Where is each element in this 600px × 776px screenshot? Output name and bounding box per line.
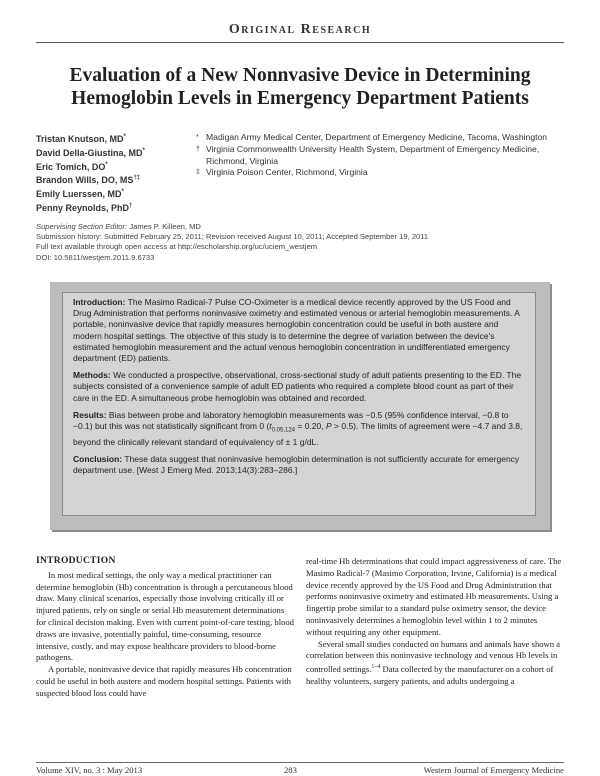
author: Emily Luerssen, MD* (36, 189, 124, 200)
footer-journal: Western Journal of Emergency Medicine (423, 765, 564, 775)
affiliation: ‡ Virginia Poison Center, Richmond, Virginia (196, 167, 368, 178)
header-rule (36, 42, 564, 43)
abstract (62, 292, 536, 516)
affiliation: * Madigan Army Medical Center, Department of Emergency Medicine, Tacoma, Washington (196, 132, 548, 142)
body-paragraph: real-time Hb determinations that could impact aggressiveness of care. The Masimo Radical-7 (Masimo Corporation, Irvine, California) is a medical device recently approved by the US Food and Drug Administration that performs noninvasive oximetry and estimated Hb measurements. Using a fingertip probe similar to a standard pulse oximetry sensor, the device noninvasively determines a hemoglobin level within 1 to 2 minutes without requiring any other equipment. (306, 556, 562, 637)
body-paragraph: In most medical settings, the only way a medical practitioner can determine hemoglobin (Hb) concentration is through a percutaneous blood draw. Many clinical scenarios, especially those involving critically ill or injured patients, rely on single or serial Hb measurement determinations for clinical decision making. Even with current point-of-care testing, blood draws are invasive, potentially painful, time-consuming, resource intensive, costly, and may expose healthcare providers to blood-borne pathogens. (36, 569, 294, 663)
abstract-results: Results: Bias between probe and laboratory hemoglobin measurements was −0.5 (95% confidence interval, −0.8 to −0.1) but this was not statistically significant from 0 ($t_{0.05,124} = 0.20$, P > 0.5). The limits of agreement were −4.7 and 3.8, beyond the clinically relevant standard of equivalency of ± 1 g/dL. (73, 409, 523, 447)
submission-history: Submission history: Submitted February 25, 2011; Revision received August 10, 2011; Accepted September 19, 2011 (36, 232, 429, 242)
author: Brandon Wills, DO, MS†‡ (36, 175, 141, 186)
affiliation-list (196, 132, 568, 179)
abstract-methods: Methods: We conducted a prospective, observational, cross-sectional study of adult patients presenting to the ED. The subjects consisted of a convenience sample of adult ED patients who required a complete blood count as part of their care in the ED. A simultaneous probe hemoglobin was obtained and recorded. (73, 370, 522, 403)
page-number: 283 (284, 765, 297, 775)
abstract-conclusion: Conclusion: These data suggest that noninvasive hemoglobin determination is not sufficiently accurate for emergency department use. [West J Emerg Med. 2013;14(3):283–286.] (73, 454, 520, 476)
author-list (36, 132, 216, 215)
body-paragraph: A portable, noninvasive device that rapidly measures Hb concentration could be useful in both austere and modern hospital settings. Patients with suspected blood loss could have (36, 664, 292, 698)
article-title (40, 64, 560, 110)
abstract-introduction: Introduction: The Masimo Radical-7 Pulse CO-Oximeter is a medical device recently approved by the US Food and Drug Administration that performs noninvasive oximetry and estimated venous or arterial hemoglobin measurements. A portable, noninvasive device that rapidly measures hemoglobin concentration could be useful in both austere and modern hospital settings. The objective of this study is to determine the degree of variation between the device's estimated hemoglobin measurement and the actual venous hemoglobin concentration in undifferentiated emergency department (ED) patients. (73, 297, 520, 364)
footer-rule (36, 762, 564, 763)
section-editor: Supervising Section Editor: James P. Killeen, MD (36, 222, 201, 231)
title-line-1: Evaluation of a New Nonnvasive Device in Determining (69, 65, 531, 86)
author: Tristan Knutson, MD* (36, 134, 126, 144)
body-paragraph: Several small studies conducted on humans and animals have shown a correlation between this noninvasive technology and venous Hb levels in controlled settings.$^{1-4}$ Data collected by the manufacturer on a cohort of healthy volunteers, surgery patients, and adults undergoing a (306, 638, 561, 686)
body-column-left (36, 556, 294, 700)
author: Eric Tomich, DO* (36, 161, 108, 172)
section-header: Original Research (228, 22, 372, 37)
author: David Della-Giustina, MD* (36, 147, 145, 158)
article-meta (36, 222, 566, 263)
introduction-heading: INTRODUCTION (36, 556, 116, 566)
title-line-2: Hemoglobin Levels in Emergency Department Patients (71, 88, 529, 109)
author: Penny Reynolds, PhD† (36, 202, 133, 213)
doi: DOI: 10.5811/westjem.2011.9.6733 (36, 252, 155, 262)
fulltext-link[interactable]: Full text available through open access at http://escholarship.org/uc/uciem_westjem (36, 242, 318, 252)
footer-volume: Volume XIV, no. 3 : May 2013 (36, 765, 143, 775)
affiliation: † Virginia Commonwealth University Health System, Department of Emergency Medicine, Richmond, Virginia (196, 143, 540, 166)
body-column-right (306, 556, 564, 688)
